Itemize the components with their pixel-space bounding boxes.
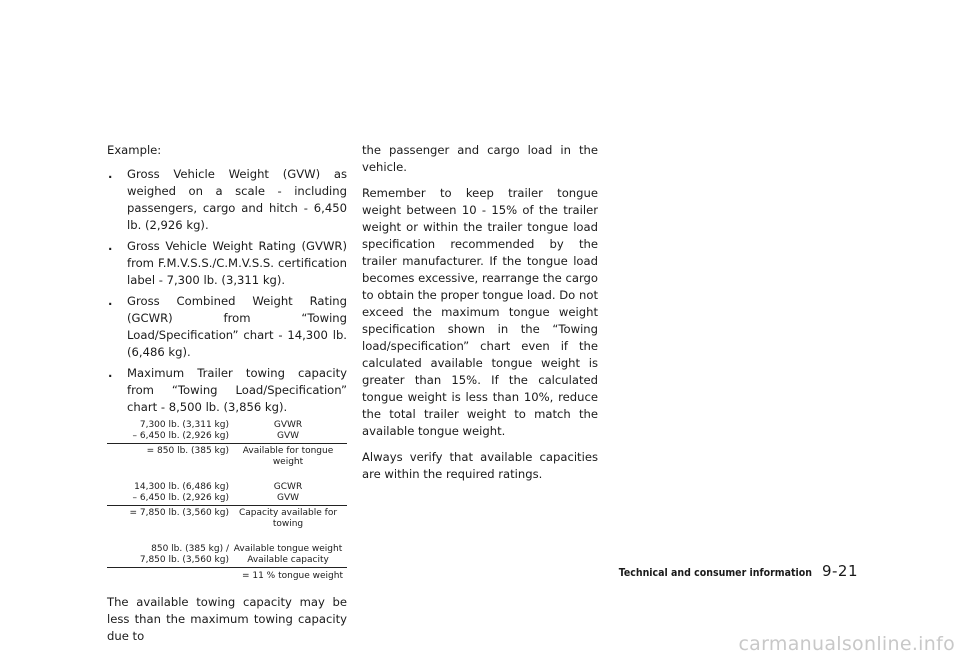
calc-value: – 6,450 lb. (2,926 kg) [132, 493, 229, 503]
closing-paragraph: The available towing capacity may be less than the maximum towing capacity due to [107, 595, 347, 643]
calc-row [107, 431, 347, 444]
calc-towing-capacity [107, 482, 347, 530]
bullet-list [107, 166, 347, 416]
bullet-item-gcwr [107, 293, 347, 361]
bullet-item-gvwr [107, 238, 347, 289]
page-number: 9-21 [821, 562, 858, 580]
calc-term: Capacity available for towing [238, 508, 338, 529]
calculation-examples [107, 420, 347, 582]
calc-term: Available for tongue weight [242, 446, 334, 467]
paragraph-verify: Always verify that available capacities are within the required ratings. [362, 450, 598, 481]
page-footer [618, 561, 858, 580]
bullet-icon: . [108, 366, 113, 380]
calc-row [107, 482, 347, 493]
example-label: Example: [107, 143, 162, 157]
calc-row [107, 555, 347, 568]
calc-value: 850 lb. (385 kg) / [151, 544, 229, 554]
section-title: Technical and consumer information [618, 567, 812, 579]
calc-tongue-percentage [107, 544, 347, 582]
calc-term: Available capacity [247, 555, 329, 565]
calc-value: – 6,450 lb. (2,926 kg) [132, 431, 229, 441]
calc-value: 7,850 lb. (3,560 kg) [139, 555, 229, 565]
bullet-icon: . [108, 239, 113, 253]
calc-value: 14,300 lb. (6,486 kg) [134, 482, 229, 492]
calc-value: 7,300 lb. (3,311 kg) [139, 420, 229, 430]
calc-row [107, 420, 347, 431]
calc-tongue-weight [107, 420, 347, 468]
bullet-text: Maximum Trailer towing capacity from “Towing Load/Specification” chart - 8,500 lb. (3,856 kg). [127, 366, 347, 414]
calc-term: GVWR [273, 420, 303, 430]
bullet-icon: . [108, 294, 113, 308]
calc-term: GVW [276, 431, 300, 441]
calc-result-row [107, 508, 347, 530]
watermark: carmanualsonline.info [738, 633, 955, 655]
calc-value: = 7,850 lb. (3,560 kg) [129, 508, 229, 518]
calc-result-row [107, 446, 347, 468]
bullet-text: Gross Vehicle Weight (GVW) as weighed on a scale - including passengers, cargo and hitch - 6,450 lb. (2,926 kg). [127, 167, 347, 232]
left-column [107, 142, 347, 645]
calc-row [107, 544, 347, 555]
right-column [362, 142, 598, 483]
bullet-text: Gross Combined Weight Rating (GCWR) from “Towing Load/Specification” chart - 14,300 lb. (6,486 kg). [127, 294, 347, 359]
paragraph-tongue-weight: Remember to keep trailer tongue weight between 10 - 15% of the trailer weight or within the trailer tongue load specification recommended by the trailer manufacturer. If the tongue load becomes excessive, rearrange the cargo to obtain the proper tongue load. Do not exceed the maximum tongue weight specification shown in the “Towing load/specification” chart even if the calculated available tongue weight is greater than 15%. If the calculated tongue weight is less than 10%, reduce the total trailer weight to match the available tongue weight. [362, 186, 598, 438]
bullet-icon: . [108, 167, 113, 181]
calc-term: Available tongue weight [233, 544, 343, 554]
calc-value: = 850 lb. (385 kg) [146, 446, 229, 456]
calc-row [107, 493, 347, 506]
bullet-item-max-towing [107, 365, 347, 416]
bullet-text: Gross Vehicle Weight Rating (GVWR) from F.M.V.S.S./C.M.V.S.S. certification label - 7,300 lb. (3,311 kg). [127, 239, 347, 287]
calc-result: = 11 % tongue weight [241, 571, 343, 581]
calc-term: GVW [276, 493, 300, 503]
bullet-item-gvw [107, 166, 347, 234]
paragraph-continuation: the passenger and cargo load in the vehicle. [362, 143, 598, 174]
calc-term: GCWR [273, 482, 303, 492]
